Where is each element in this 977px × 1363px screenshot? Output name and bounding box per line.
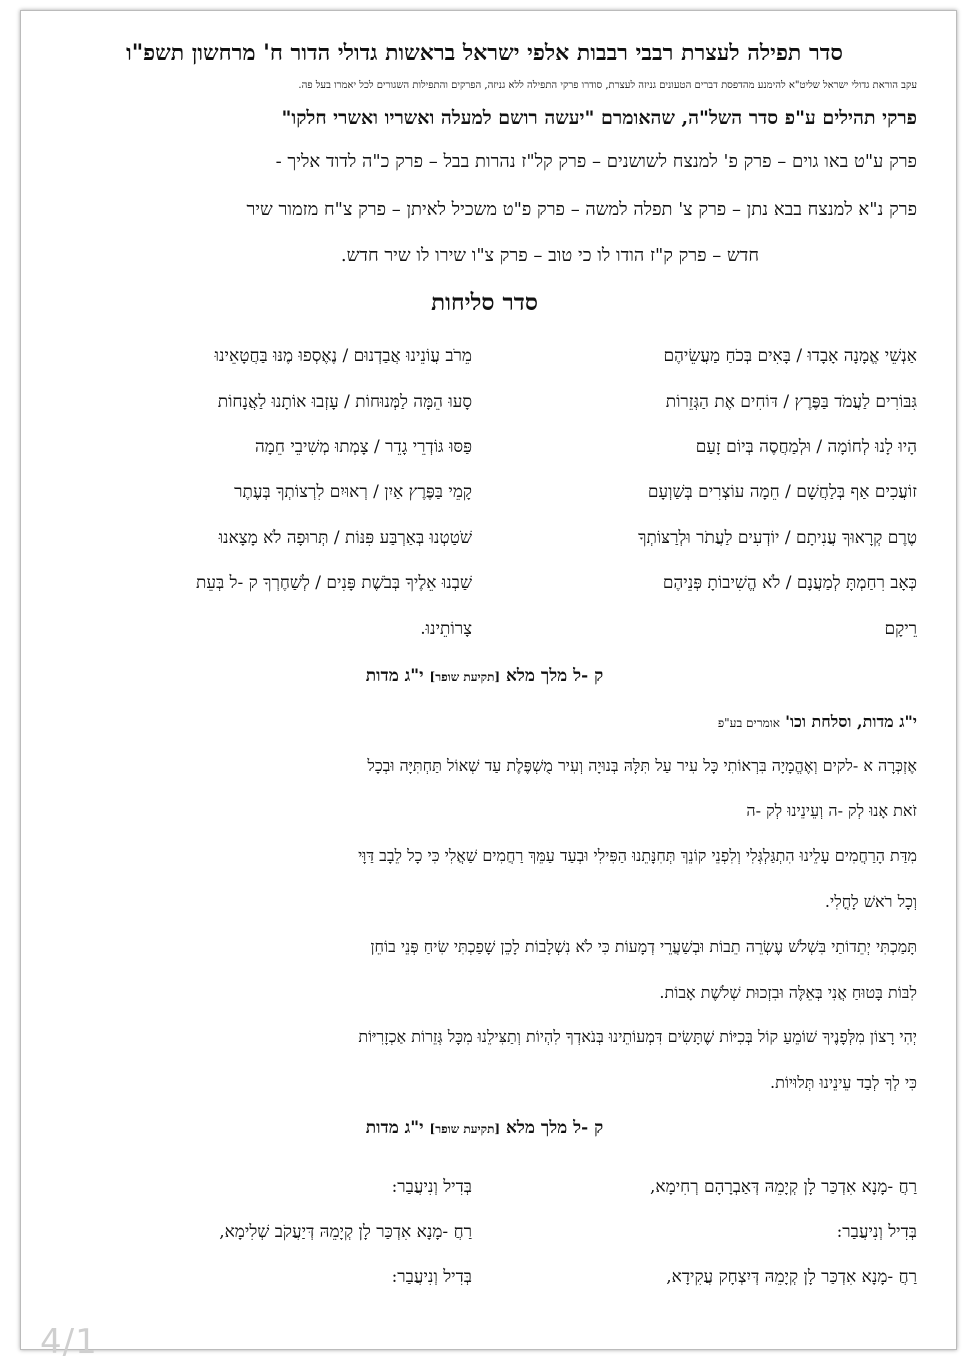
tehillim-line-3: חדש – פרק ק"ז הודו לו כי טוב – פרק צ"ו שירו לו שיר חדש. — [340, 245, 759, 266]
rachamana-right: בְּדִיל וְנִיעֲבַר: — [836, 1222, 917, 1242]
rachamana-row — [52, 1177, 917, 1217]
pizmon-row — [52, 392, 917, 432]
paragraph-line: תָּמַכְתִּי יְתֵדוֹתַי בִּשְׁלֹשׁ עֶשְׂרֵה תֵבוֹת וּבְשַׁעֲרֵי דְמָעוֹת כִּי לֹא נִשְׁלָבוֹת לָכֵן שָׁפַכְתִּי שִׂיחַ פְּנֵי בוֹחֵן — [370, 937, 917, 956]
rachamana-left: בְּדִיל וְנִיעֲבַר: — [391, 1177, 472, 1197]
midot-intro-text: י"ג מדות, וסלחת וכו' — [785, 712, 917, 731]
midot-intro-small: אומרים בע"פ — [717, 716, 780, 730]
pizmon-right: כְּאָב רִחַמְתָּ לְמַעֲנָם / לֹא הֱשִׁיבוֹתָ פְּנֵיהֶם — [662, 573, 917, 593]
rachamana-left: רַחֲ -מָנָא אִדְכַּר לָן קְיָמֵהּ דְּיַעֲקֹב שְׁלִימָא, — [219, 1222, 472, 1242]
pizmon-row — [52, 437, 917, 477]
paragraph-line: לִבּוֹת בָּטוּחַ אֲנִי בְּאֵלֶּה וּבִזְכוּת שְׁלֹשֶׁת אָבוֹת. — [659, 983, 917, 1002]
pizmon-row — [52, 573, 917, 613]
rachamana-row — [52, 1267, 917, 1307]
tehillim-line-1: פרק ע"ט באו גוים – פרק פ' למנצח לשושנים – פרק קל"ז נהרות בבל – פרק כ"ה לדוד אליך - — [275, 151, 917, 172]
kel-melech-line — [52, 1118, 917, 1138]
rachamana-right: רַחֲ -מָנָא אִדְכַּר לָן קְיָמֵהּ דְּיִצְחָק עֲקִידָא, — [666, 1267, 917, 1287]
paragraph-line: יְהִי רָצוֹן מִלְּפָנֶיךָ שׁוֹמֵעַ קוֹל בְּכִיּוֹת שֶׁתָּשִׂים דִּמְעוֹתֵינוּ בְּנֹאדְךָ לִהְיוֹת וְתַצִּילֵנוּ מִכָּל גְּזֵרוֹת אַכְזָרִיּוֹת — [358, 1027, 917, 1046]
midot-text: י"ג מדות — [365, 666, 424, 686]
paragraph-line: כִּי לְךָ לְבַד עֵינֵינוּ תְּלוּיוֹת. — [769, 1073, 917, 1092]
pizmon-left: קָמֵי בַּפֶּרֶץ אַיִן / רְאוּיִם לִרְצוֹתְךָ בְּעֶתֶר — [234, 482, 472, 502]
rachamana-row — [52, 1222, 917, 1262]
kel-melech-text: ק -ל מלך מלא — [506, 666, 604, 686]
pizmon-right: אַנְשֵׁי אֱמָנָה אָבָדוּ / בָּאִים בְּכֹחַ מַעֲשֵׂיהֶם — [663, 346, 917, 366]
pizmon-right: טֶרֶם קְרָאוּךָ עֲנִיתָם / יוֹדְעִים לַעֲתֹר וּלְרַצּוֹתְךָ — [638, 528, 917, 548]
pizmon-right: רֵיקָם — [884, 619, 917, 639]
page-title: סדר תפילה לעצרת רבבי רבבות אלפי ישראל בראשות גדולי הדור ח' מרחשון תשפ"ו — [126, 40, 843, 66]
midot-text: י"ג מדות — [365, 1118, 424, 1138]
pizmon-row — [52, 346, 917, 386]
pizmon-left: סָעוּ הֵמָּה לַמְּנוּחוֹת / עָזְבוּ אוֹתָנוּ לַאֲנָחוֹת — [217, 392, 472, 412]
pizmon-left: פַּסּוּ גּוֹדְרֵי גָדֵר / צָמְתוּ מְשִׁיבֵי חֵמָה — [255, 437, 472, 457]
subtitle-note: עקב הוראת גדולי ישראל שליט"א להימנע מהדפסת דברים הטעונים גניזה לעצרת, סודרו פרקי התפילה ללא גניזה, הפרקים והתפילות השגורים לכל יאמרו בעל פה. — [298, 80, 917, 91]
page-number: 4/1 — [40, 1322, 98, 1362]
pizmon-right: זוֹעֲכִים אַף בְּלַחֲשָׁם / חֵמָה עוֹצְרִים בְּשַׁוְעָם — [647, 482, 917, 502]
pizmon-row — [52, 619, 917, 659]
paragraph-line: מִדַּת הָרַחֲמִים עָלֵינוּ הִתְגַּלְגְּלִי וְלִפְנֵי קוֹנֵךְ תְּחִנָּתֵנוּ הַפִּילִי וּבְעַד עַמֵּךְ רַחֲמִים שַׁאֲלִי כִּי כָל לֵבָב דַּוָּי — [358, 846, 917, 865]
pizmon-left: שַׁבְנוּ אֵלֶיךָ בְּבֹשֶׁת פָּנִים / לְשַׁחֶרְךָ ק -ל בְּעֵת — [195, 573, 472, 593]
kel-melech-text: ק -ל מלך מלא — [506, 1118, 604, 1138]
pizmon-left: שֹׁטַטְנוּ בְּאַרְבַּע פִּנּוֹת / תְּרוּפָה לֹא מָצָאנוּ — [218, 528, 472, 548]
tehillim-heading: פרקי תהילים ע"פ סדר השל"ה, שהאומרם "יעשה רושם למעלה ואשריו ואשרי חלקו" — [281, 107, 917, 129]
tehillim-line-2: פרק נ"א למנצח בבא נתן – פרק צ' תפלה למשה – פרק פ"ט משכיל לאיתן – פרק צ"ח מזמור שיר — [246, 199, 917, 220]
shofar-note: [תקיעת שופר] — [429, 670, 501, 684]
paragraph-line: אֶזְכְּרָה א -לקים וְאֶהֱמָיָה בִּרְאוֹתִי כָּל עִיר עַל תִּלָּהּ בְּנוּיָה וְעִיר מֻשְׁפֶּלֶת עַד שְׁאוֹל תַּחְתִּיָּה וּבְכָל — [367, 756, 917, 775]
paragraph-line: זֹאת אָנוּ לְק -ה וְעֵינֵינוּ לְק -ה — [746, 801, 917, 820]
midot-intro — [52, 712, 917, 732]
rachamana-left: בְּדִיל וְנִיעֲבַר: — [391, 1267, 472, 1287]
kel-melech-line — [52, 666, 917, 686]
pizmon-left: צָרוֹתֵינוּ. — [420, 619, 472, 639]
shofar-note: [תקיעת שופר] — [429, 1122, 501, 1136]
paragraph-line: וְכָל רֹאשׁ לָחֳלִי. — [824, 892, 917, 911]
pizmon-row — [52, 482, 917, 522]
selichot-heading: סדר סליחות — [431, 289, 538, 316]
pizmon-right: הָיוּ לָנוּ לְחוֹמָה / וּלְמַחֲסֶה בְּיוֹם זָעַם — [695, 437, 917, 457]
rachamana-right: רַחֲ -מָנָא אִדְכַּר לָן קְיָמֵהּ דְּאַבְרָהָם רְחִימָא, — [650, 1177, 917, 1197]
pizmon-left: מֵרֹב עֲוֹנֵינוּ אֲבַדְנוּם / נֶאֶסְפוּ מֶנּוּ בַּחֲטָאֵינוּ — [214, 346, 472, 366]
pizmon-row — [52, 528, 917, 568]
pizmon-right: גִּבּוֹרִים לַעֲמֹד בַּפֶּרֶץ / דּוֹחִים אֶת הַגְּזֵרוֹת — [665, 392, 917, 412]
